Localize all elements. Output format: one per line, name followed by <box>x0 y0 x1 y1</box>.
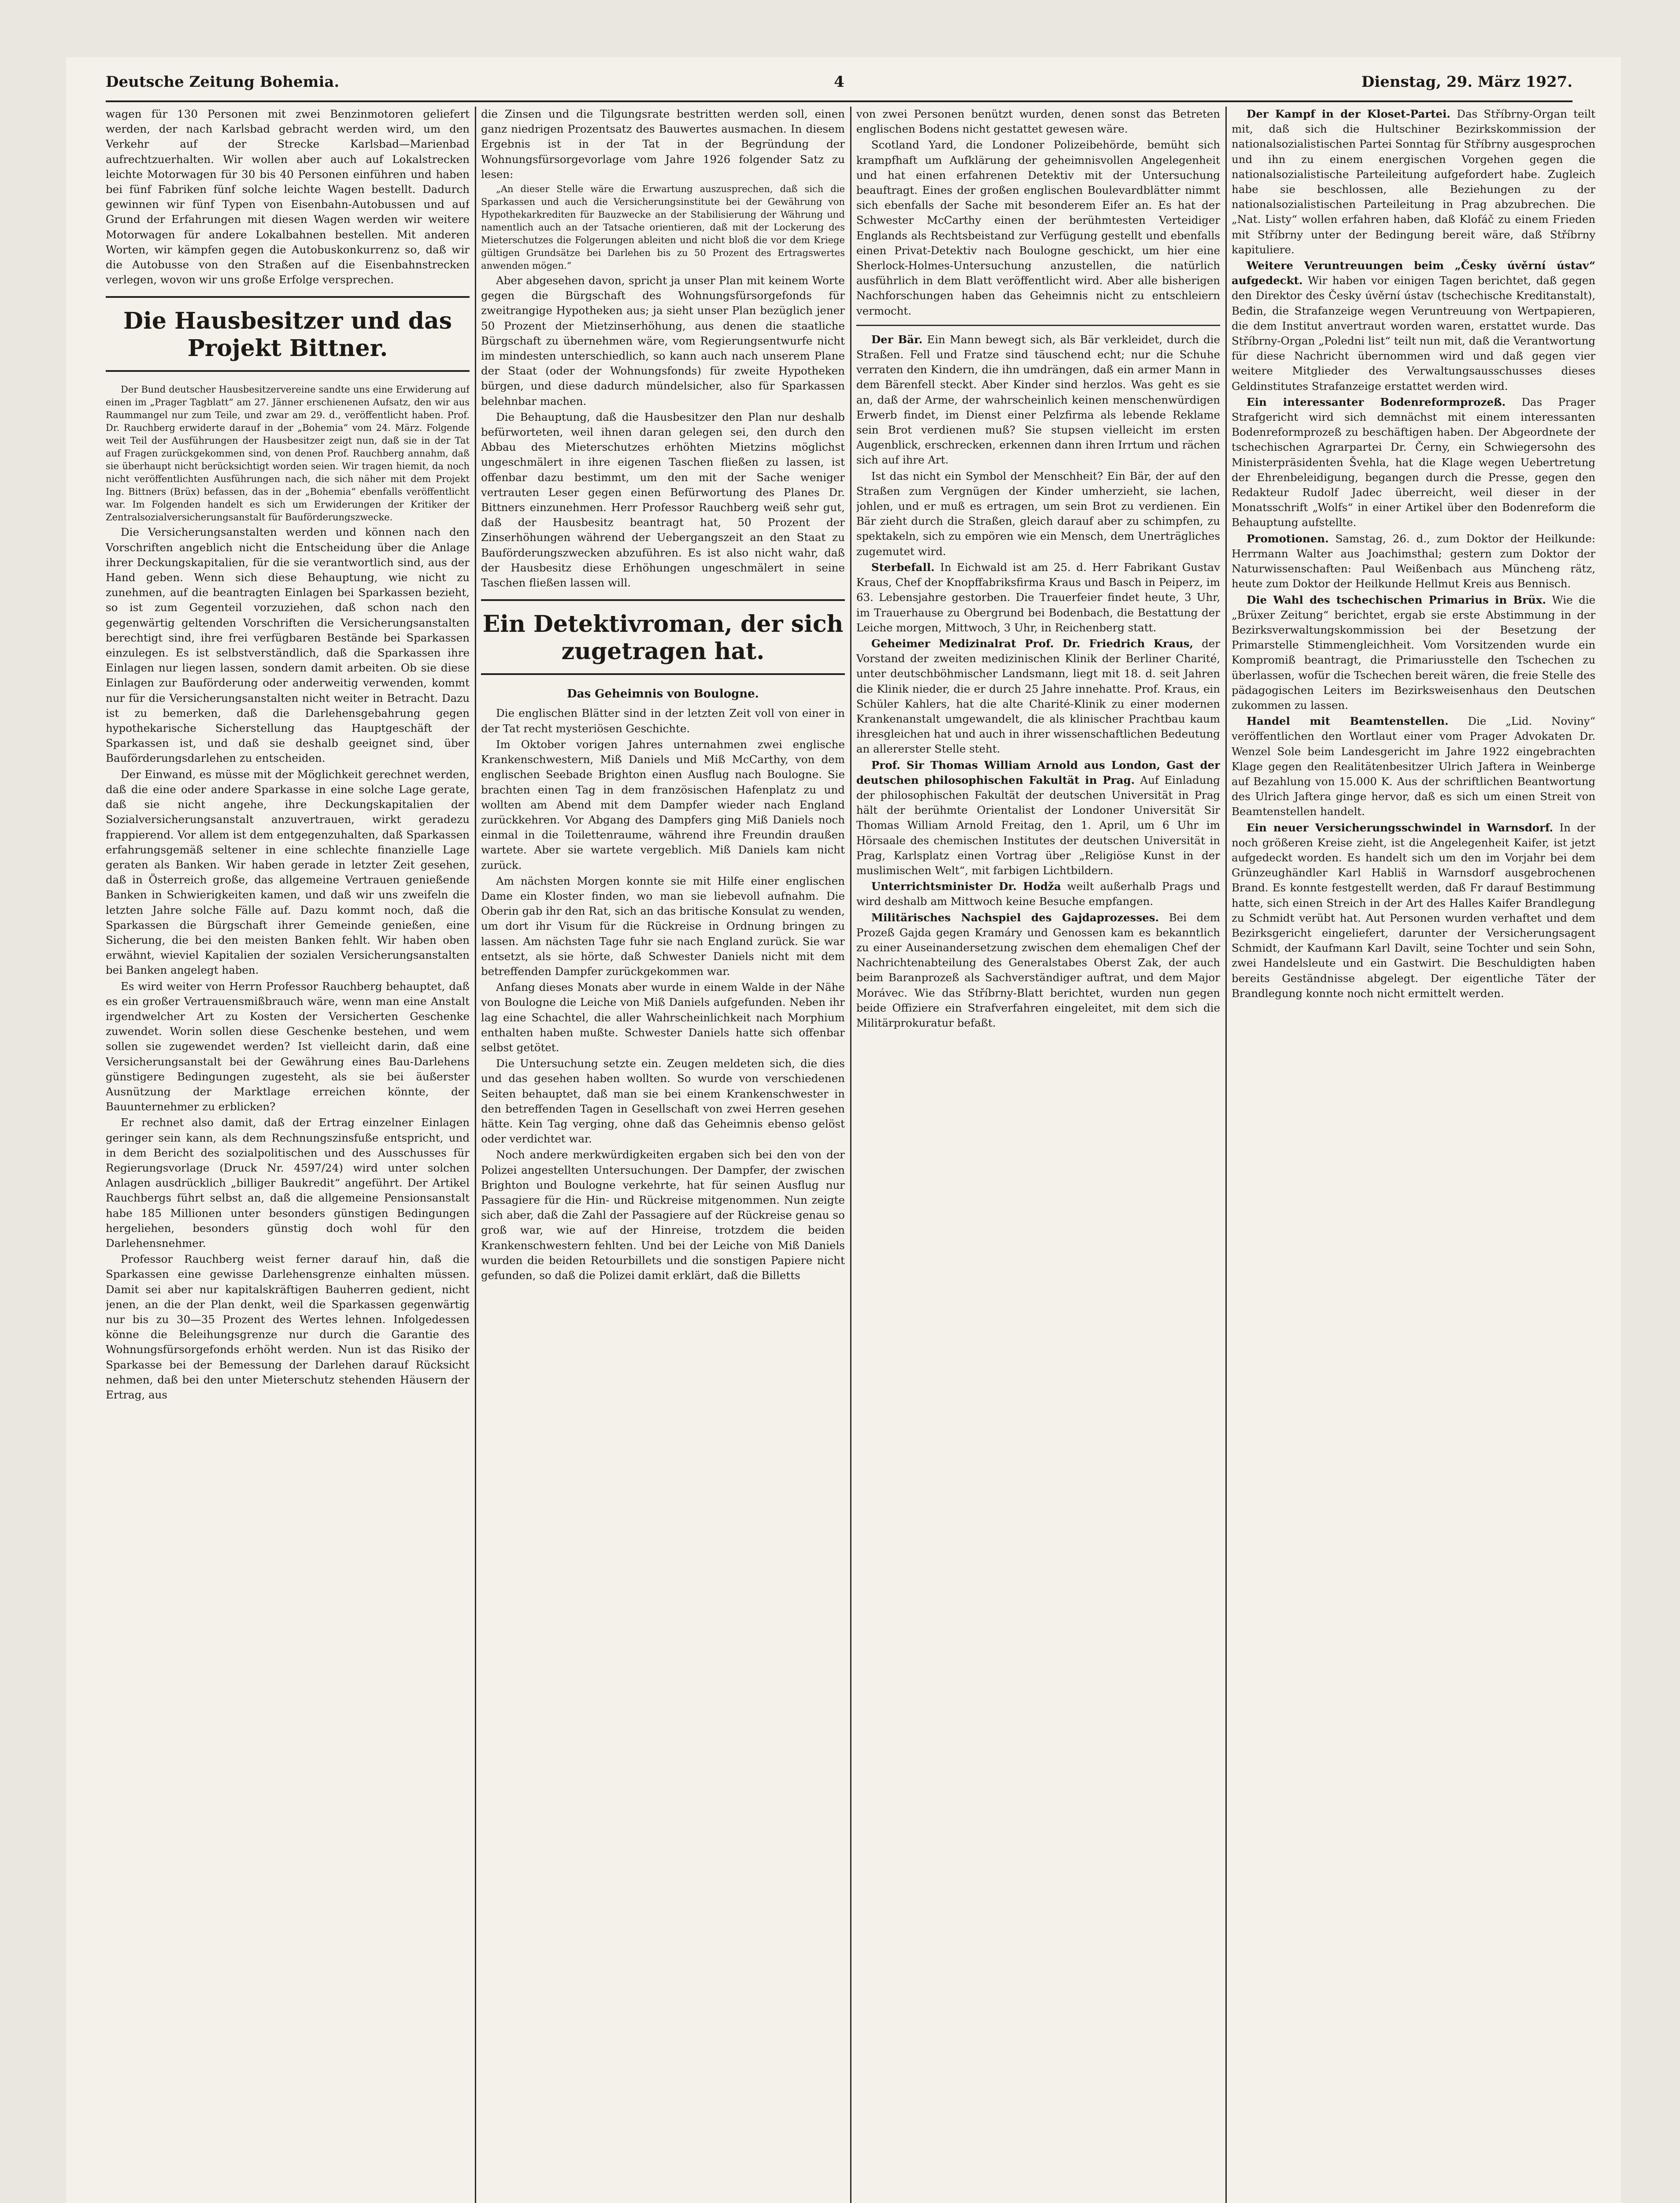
headline-bodenreform: Ein interessanter Bodenreformprozeß. <box>1247 395 1506 408</box>
article-paragraph: Im Oktober vorigen Jahres unternahmen zwei englische Krankenschwestern, Miß Daniels und Miß McCarthy, von dem englischen Seebade Brighton einen Ausflug nach Boulogne. Sie brachten einen Tag in dem französischen Hafenplatz zu und wollten am Abend mit dem Dampfer wieder nach England zurückkehren. Vor Abgang des Dampfers ging Miß Daniels noch einmal in die Toilettenraume, während ihre Freundin draußen wartete. Aber sie wartete vergeblich. Miß Daniels kam nicht zurück. <box>481 738 845 872</box>
article-paragraph: Der Einwand, es müsse mit der Möglichkeit gerechnet werden, daß die eine oder andere Sparkasse in eine solche Lage gerate, daß sie nicht angehe, ihre Deckungskapitalien der Sozialversicherungsanstalt anzuvertrauen, wirkt geradezu frappierend. Vor allem ist dem entgegenzuhalten, daß Sparkassen erfahrungsgemäß seltener in eine schlechte finanzielle Lage geraten als Banken. Wir haben gerade in letzter Zeit gesehen, daß in Österreich große, das allgemeine Vertrauen genießende Banken in Schwierigkeiten kamen, und daß wir uns zweifeln die letzten Jahre solche Fälle auf. Dazu kommt noch, daß die Sparkassen die Bürgschaft ihrer Gemeinde genießen, eine Sicherung, die bei den meisten Banken fehlt. Wir haben oben erwähnt, wieviel Kapitalien der sozialen Versicherungsanstalten bei Banken angelegt haben. <box>106 768 470 977</box>
article-text: Bei dem Prozeß Gajda gegen Kramáry und Genossen kam es bekanntlich zu einer Auseinandersetzung zwischen dem ehemaligen Chef der Nachrichtenabteilung des Generalstabes Oberst Zak, der auch beim Baranprozeß als Sachverständiger auftrat, und dem Major Morávec. Wie das Stříbrny-Blatt berichtet, wurden nun gegen beide Offiziere ein Strafverfahren eingeleitet, mit dem sich die Militärprokuratur befaßt. <box>856 911 1220 1029</box>
column-2 <box>481 107 845 2203</box>
article-paragraph: von zwei Personen benützt wurden, denen sonst das Betreten englischen Bodens nicht gestattet gewesen wäre. <box>856 108 1220 136</box>
article-text: In Eichwald ist am 25. d. Herr Fabrikant Gustav Kraus, Chef der Knopffabriksfirma Kraus und Basch in Peiperz, im 63. Lebensjahre gestorben. Die Trauerfeier findet heute, 3 Uhr, im Trauerhause zu Obergrund bei Bodenbach, die Bestattung der Leiche morgen, Mittwoch, 3 Uhr, in Reichenberg statt. <box>856 560 1220 634</box>
article-text: Wir haben vor einigen Tagen berichtet, daß gegen den Direktor des Česky úvěrní ústav (tschechische Kreditanstalt), Beđin, die Strafanzeige wegen Veruntreuung von Wertpapieren, die dem Institut anvertraut worden waren, erstattet wurde. Das Stříbrny-Organ „Poledni list“ teilt nun mit, daß die Verantwortung für diese Nachricht übernommen wird und daß gegen vier weitere Mitglieder des Verwaltungsausschusses dieses Geldinstitutes Strafanzeige erstattet werden wird. <box>1232 274 1595 393</box>
article-text: Samstag, 26. d., zum Doktor der Heilkunde: Herrmann Walter aus Joachimsthal; gestern zum Doktor der Naturwissenschaften: Paul Weißenbach aus Müncheng rätz, heute zum Doktor der Heilkunde Hellmut Kreis aus Bennisch. <box>1232 532 1595 590</box>
article-text: der Vorstand der zweiten medizinischen Klinik der Berliner Charité, unter deutschböhmischer Landsmann, liegt mit 18. d. seit Jahren die Klinik nieder, die er durch 25 Jahre innehatte. Prof. Kraus, ein Schüler Kahlers, hat die alte Charité-Klinik zu einer modernen Krankenanstalt umgewandelt, die als klinischer Prachtbau kaum ihresgleichen hat und auch in ihrer wissenschaftlichen Bedeutung an allererster Stelle steht. <box>856 637 1220 756</box>
article-paragraph: Aber abgesehen davon, spricht ja unser Plan mit keinem Worte gegen die Bürgschaft des Wohnungsfürsorgefonds für zweitrangige Hypotheken aus; ja sieht unser Plan bezüglich jener 50 Prozent der Mietzinserhöhung, aus denen die staatliche Bürgschaft zu übernehmen wäre, vom Regierungsentwurfe nicht im mindesten unterschiedlich, so kann auch nach unserem Plane der Staat (oder der Wohnungsfonds) für zweite Hypotheken bürgen, und diese dadurch mündelsicher, also für Sparkassen belehnbar machen. <box>481 274 845 408</box>
headline-sterbefall: Sterbefall. <box>871 560 935 574</box>
article-paragraph: Die Versicherungsanstalten werden und können nach den Vorschriften angeblich nicht die Entscheidung über die Anlage ihrer Deckungskapitalien, für die sie verantwortlich sind, aus der Hand geben. Wenn sich diese Behauptung, wie nicht zu zunehmen, auf die beantragten Einlagen bei Sparkassen bezieht, so ist zum Gegenteil vorzuziehen, daß schon nach den gegenwärtig geltenden Vorschriften die Versicherungsanstalten berechtigt sind, ihre frei verfügbaren Bestände bei Sparkassen einzulegen. Es ist selbstverständlich, daß die Sparkassen ihre Einlagen nur liegen lassen, sondern damit arbeiten. Ob sie diese Einlagen zur Bauförderung oder anderweitig verwenden, kommt nur für die Versicherungsanstalten nicht weiter in Betracht. Dazu ist zu bemerken, daß die Darlehensgebahrung gegen hypothekarische Sicherstellung das Hauptgeschäft der Sparkassen ist, und daß sie deshalb geeignet sind, über Bauförderungsdarlehen zu entscheiden. <box>106 526 470 765</box>
section-separator <box>856 325 1220 326</box>
column-divider <box>475 107 476 2203</box>
article-text: Ein Mann bewegt sich, als Bär verkleidet, durch die Straßen. Fell und Fratze sind täuschend echt; nur die Schuhe verraten den Kindern, die ihn umdrängen, daß ein armer Mann in dem Bärenfell steckt. Aber Kinder sind herzlos. Was geht es sie an, daß der Arme, der wahrscheinlich keinen menschenwürdigen Erwerb findet, im Dienst einer Pelzfirma als lebende Reklame sein Brot verdienen muß? Sie stupsen vielleicht im ersten Augenblick, erschrecken, erkennen dann ihren Irrtum und rächen sich auf ihre Art. <box>856 333 1220 467</box>
headline-gajda: Militärisches Nachspiel des Gajdaprozesses. <box>871 911 1159 924</box>
headline-bruex: Die Wahl des tschechischen Primarius in Brüx. <box>1247 593 1546 606</box>
article-paragraph: Professor Rauchberg weist ferner darauf hin, daß die Sparkassen eine gewisse Darlehensgrenze einhalten müssen. Damit sei aber nur kapitalskräftigen Bauherren gedient, nicht jenen, an die der Plan denkt, weil die Sparkassen gegenwärtig nur bis zu 30—35 Prozent des Wertes lehnen. Infolgedessen könne die Beleihungsgrenze nur durch die Garantie des Wohnungsfürsorgefonds erhöht werden. Nun ist das Risiko der Sparkasse bei der Bemessung der Darlehen darauf Rücksicht nehmen, daß bei den unter Mieterschutz stehenden Häusern der Ertrag, aus <box>106 1253 470 1402</box>
column-1 <box>106 107 470 2203</box>
article-paragraph: Die Untersuchung setzte ein. Zeugen meldeten sich, die dies und das gesehen haben wollten. So wurde von verschiedenen Seiten behauptet, daß man sie bei einem Krankenschwester in den betreffenden Tagen in Gesellschaft von zwei Herren gesehen hätte. Kein Tag verging, ohne daß das Geheimnis ebenso gelöst oder verdichtet war. <box>481 1057 845 1146</box>
article-paragraph: Er rechnet also damit, daß der Ertrag einzelner Einlagen geringer sein kann, als dem Rechnungszinsfuße entspricht, und in dem Bericht des sozialpolitischen und des Ausschusses für Regierungsvorlage (Druck Nr. 4597/24) wird unter solchen Anlagen ausdrücklich „billiger Baukredit“ angeführt. Der Artikel Rauchbergs führt selbst an, daß die allgemeine Pensionsanstalt habe 185 Millionen unter besonders günstigen Bedingungen hergeliehen, besonders günstig doch wohl für den Darlehensnehmer. <box>106 1116 470 1250</box>
article-paragraph: Scotland Yard, die Londoner Polizeibehörde, bemüht sich krampfhaft um Aufklärung der geheimnisvollen Angelegenheit und hat einen erfahrenen Detektiv mit der Untersuchung beauftragt. Eines der großen englischen Boulevardblätter nimmt sich ebenfalls der Sache mit besonderem Eifer an. Es hat der Schwester McCarthy einen der berühmtesten Verteidiger Englands als Rechtsbeistand zur Verfügung gestellt und ebenfalls einen Privat-Detektiv nach Boulogne geschickt, um hier eine Sherlock-Holmes-Untersuchung anzustellen, die natürlich ausführlich in dem Blatt veröffentlicht wird. Aber alle bisherigen Nachforschungen haben das Geheimnis nicht zu entschleiern vermocht. <box>856 138 1220 317</box>
headline-promotionen: Promotionen. <box>1247 532 1329 545</box>
column-4 <box>1232 107 1595 2203</box>
page-number: 4 <box>834 73 844 91</box>
article-text: In der noch größeren Kreise zieht, ist die Angelegenheit Kaifer, ist jetzt aufgedeckt worden. Es handelt sich um den im Vorjahr bei dem Grünzeughändler Karl Habliš in Warnsdorf ausgebrochenen Brand. Es konnte festgestellt werden, daß Fr darauf Bestimmung hatte, sich einen Streich in der Art des Halles Kaifer Brandlegung zu Schmidt verübt hat. Aut Personen wurden verhaftet und dem Bezirksgericht eingeliefert, darunter der Versicherungsagent Schmidt, der Kaufmann Karl Davilt, seine Tochter und sein Sohn, zwei Handelsleute und ein Gastwirt. Die Beschuldigten haben bereits Geständnisse abgelegt. Der eigentliche Täter der Brandlegung konnte noch nicht ermittelt werden. <box>1232 821 1595 1000</box>
page-header <box>106 67 1573 98</box>
header-rule <box>106 100 1573 102</box>
newspaper-page <box>66 57 1621 2203</box>
article-text: Auf Einladung der philosophischen Fakultät der deutschen Universität in Prag hält der berühmte Orientalist der Londoner Universität Sir Thomas William Arnold Freitag, den 1. April, um 6 Uhr im Hörsaale des chemischen Institutes der deutschen Universität in Prag, Karlsplatz einen Vortrag über „Religiöse Kunst in der muslimischen Welt“, mit farbigen Lichtbildern. <box>856 773 1220 877</box>
article-paragraph: Es wird weiter von Herrn Professor Rauchberg behauptet, daß es ein großer Vertrauensmißbrauch wäre, wenn man eine Anstalt irgendwelcher Art zu Kosten der Versicherten Geschenke zuwendet. Worin sollen diese Geschenke bestehen, und wem sollen sie zugewendet werden? Ist vielleicht darin, daß eine Versicherungsanstalt bei der Gewährung eines Bau-Darlehens günstigere Bedingungen zugesteht, als sie bei äußerster Ausnützung der Marktlage erreichen könnte, der Bauunternehmer zu erblicken? <box>106 979 470 1113</box>
article-paragraph: Die Behauptung, daß die Hausbesitzer den Plan nur deshalb befürworteten, weil ihnen daran gelegen sei, den durch den Abbau des Mieterschutzes erhöhten Mietzins möglichst ungeschmälert in ihre eigenen Taschen fließen zu lassen, ist offenbar dazu bestimmt, um den mit der Sache weniger vertrauten Leser gegen einen Befürwortung des Planes Dr. Bittners einzunehmen. Herr Professor Rauchberg weiß sehr gut, daß der Hausbesitz beantragt hat, 50 Prozent der Zinserhöhungen während der Uebergangszeit an den Staat zu Bauförderungszwecken abzuführen. Es ist also nicht wahr, daß der Hausbesitz diese Erhöhungen ungeschmälert in seine Taschen fließen lassen will. <box>481 410 845 590</box>
headline-schwindel: Ein neuer Versicherungsschwindel in Warnsdorf. <box>1247 821 1554 834</box>
article-text: Das Stříbrny-Organ teilt mit, daß sich die Hultschiner Bezirkskommission der nationalsozialistischen Partei Sonntag für Stříbrny ausgesprochen und ihn zu einem energischen Vorgehen gegen die nationalsozialistische Parteileitung aufgefordert habe. Zugleich habe sie beschlossen, alle Beziehungen zu der nationalsozialistischen Parteileitung in Prag abzubrechen. Die „Nat. Listy“ wollen erfahren haben, daß Klofáč zu einem Frieden mit Stříbrny unter der Bedingung bereit wäre, daß Stříbrny kapituliere. <box>1232 108 1595 256</box>
headline-box <box>106 296 470 372</box>
column-divider <box>850 107 851 2203</box>
article-text: weilt außerhalb Prags und wird deshalb am Mittwoch keine Besuche empfangen. <box>856 880 1220 908</box>
columns <box>106 107 1595 2203</box>
article-paragraph: Anfang dieses Monats aber wurde in einem Walde in der Nähe von Boulogne die Leiche von Miß Daniels aufgefunden. Neben ihr lag eine Schachtel, die aller Wahrscheinlichkeit nach Morphium enthalten haben mußte. Schwester Daniels hatte sich offenbar selbst getötet. <box>481 981 845 1054</box>
headline-hodza: Unterrichtsminister Dr. Hodža <box>871 880 1061 893</box>
headline-baer: Der Bär. <box>871 333 923 346</box>
article-paragraph: Ist das nicht ein Symbol der Menschheit? Ein Bär, der auf den Straßen zum Vergnügen der Kinder umherzieht, sie lachen, johlen, und er muß es ertragen, um sein Brot zu verdienen. Ein Bär zieht durch die Straßen, gleich darauf aber zu schimpfen, zu spektakeln, sich zu empören wie ein Mensch, dem Unerträgliches zugemutet wird. <box>856 469 1220 558</box>
article-paragraph: Am nächsten Morgen konnte sie mit Hilfe einer englischen Dame ein Kloster finden, wo man sie liebevoll aufnahm. Die Oberin gab ihr den Rat, sich an das britische Konsulat zu wenden, um dort ihr Visum für die Rückreise in Ordnung bringen zu lassen. Am nächsten Tage fuhr sie nach England zurück. Sie war entsetzt, als sie hörte, daß Schwester Daniels nicht mit dem betreffenden Dampfer zurückgekommen war. <box>481 874 845 978</box>
headline-detektivroman: Ein Detektivroman, der sich zugetragen hat. <box>482 611 844 665</box>
article-paragraph: Die englischen Blätter sind in der letzten Zeit voll von einer in der Tat recht mysteriösen Geschichte. <box>481 707 845 735</box>
headline-box <box>481 599 845 675</box>
article-text: Die „Lid. Noviny“ veröffentlichen den Wortlaut einer vom Prager Advokaten Dr. Wenzel Sole beim Landesgericht im Jahre 1922 eingebrachten Klage gegen den Realitätenbesitzer Ulrich Jaftera in Weinberge auf Bezahlung von 15.000 K. Aus der schriftlichen Beantwortung des Ulrich Jaftera ginge hervor, daß es sich um einen Streit von Beamtenstellen handelt. <box>1232 715 1595 818</box>
article-paragraph: die Zinsen und die Tilgungsrate bestritten werden soll, einen ganz niedrigen Prozentsatz des Bauwertes ausmachen. In diesem Ergebnis ist in der Tat in der Begründung der Wohnungsfürsorgevorlage vom Jahre 1926 folgender Satz zu lesen: <box>481 108 845 181</box>
article-quote: „An dieser Stelle wäre die Erwartung auszusprechen, daß sich die Sparkassen und auch die Versicherungsinstitute bei der Gewährung von Hypothekarkrediten für Bauzwecke an der Stabilisierung der Währung und namentlich auch an der Tatsache orientieren, daß mit der Lockerung des Mieterschutzes die Folgerungen ableiten und nicht bloß die vor dem Kriege gültigen Grundsätze bei Darlehen bis zu 50 Prozent des Ertragswertes anwenden mögen.“ <box>481 184 845 271</box>
article-paragraph: Noch andere merkwürdigkeiten ergaben sich bei den von der Polizei angestellten Untersuchungen. Der Dampfer, der zwischen Brighton und Boulogne verkehrte, hat für seinen Ausflug nur Passagiere für die Hin- und Rückreise mitgenommen. Nun zeigte sich aber, daß die Zahl der Passagiere auf der Rückreise genau so groß war, wie auf der Hinreise, trotzdem die beiden Krankenschwestern fehlten. Und bei der Leiche von Miß Daniels wurden die beiden Retourbillets und die sonstigen Papiere nicht gefunden, so daß die Polizei damit erklärt, daß die Billetts <box>481 1148 845 1282</box>
column-3 <box>856 107 1220 2203</box>
article-text: Wie die „Brüxer Zeitung“ berichtet, ergab sie erste Abstimmung in der Bezirksverwaltungskommission bei der Besetzung der Primarstelle Stimmengleichheit. Vom Vorsitzenden wurde ein Kompromiß beantragt, die Primariusstelle den Tschechen zu überlassen, wofür die Tschechen bereit wären, die freie Stelle des pädagogischen Leiters im Bezirksweisenhaus den Deutschen zukommen zu lassen. <box>1232 593 1595 712</box>
headline-kampf: Der Kampf in der Kloset-Partei. <box>1247 108 1451 120</box>
column-divider <box>1225 107 1227 2203</box>
headline-hausbesitzer: Die Hausbesitzer und das Projekt Bittner. <box>123 308 452 362</box>
headline-veruntreuungen: Weitere Veruntreuungen beim „Česky úvěrní ústav“ aufgedeckt. <box>1232 259 1595 287</box>
headline-arnold: Prof. Sir Thomas William Arnold aus London, Gast der deutschen philosophischen Fakultät in Prag. <box>856 758 1220 786</box>
issue-date: Dienstag, 29. März 1927. <box>1361 73 1573 91</box>
article-text: Das Prager Strafgericht wird sich demnächst mit einem interessanten Bodenreformprozeß zu beschäftigen haben. Der Abgeordnete der tschechischen Agrarpartei Dr. Černy, ein Schwiegersohn des Ministerpräsidenten Švehla, hat die Klage wegen Uebertretung der Ehrenbeleidigung, begangen durch die Presse, gegen den Redakteur Rudolf Jadec überreicht, weil dieser in der Monatsschrift „Wolfs“ in einer Artikel über den Bodenreform die Behauptung aufstellte. <box>1232 395 1595 529</box>
headline-kraus: Geheimer Medizinalrat Prof. Dr. Friedrich Kraus, <box>871 637 1194 650</box>
paper-name: Deutsche Zeitung Bohemia. <box>106 73 340 91</box>
article-continuation: wagen für 130 Personen mit zwei Benzinmotoren geliefert werden, der nach Karlsbad gebracht werden wird, um den Verkehr auf der Strecke Karlsbad—Marienbad aufrechtzuerhalten. Wir wollen aber auch auf Lokalstrecken leichte Motorwagen für 30 bis 40 Personen einführen und haben bei fünf Fabriken fünf solche leichte Wagen bestellt. Dadurch gewinnen wir fünf Typen von Eisenbahn-Autobussen und auf Grund der Erfahrungen mit diesen Wagen werden wir weitere Motorwagen für andere Lokalbahnen bestellen. Mit anderen Worten, wir kämpfen gegen die Autobuskonkurrenz so, daß wir die Autobusse von den Straßen auf die Eisenbahnstrecken verlegen, wovon wir uns große Erfolge versprechen. <box>106 108 470 286</box>
headline-handel: Handel mit Beamtenstellen. <box>1247 715 1449 728</box>
article-subhead: Das Geheimnis von Boulogne. <box>567 687 759 701</box>
article-lead: Der Bund deutscher Hausbesitzervereine sandte uns eine Erwiderung auf einen im „Prager Tagblatt“ am 27. Jänner erschienenen Aufsatz, den wir aus Raummangel nur zum Teile, und zwar am 29. d., veröffentlicht haben. Prof. Dr. Rauchberg erwiderte darauf in der „Bohemia“ vom 24. März. Folgende weit Teil der Ausführungen der Hausbesitzer zeigt nun, daß sie in der Tat auf Fragen zurückgekommen sind, von denen Prof. Rauchberg annahm, daß sie überhaupt nicht berücksichtigt worden seien. Wir tragen hiemit, da noch nicht veröffentlichten Ausführungen nach, die sich näher mit dem Projekt Ing. Bittners (Brüx) befassen, das in der „Bohemia“ ebenfalls veröffentlicht war. Im Folgenden handelt es sich um Erwiderungen der Kritiker der Zentralsozialversicherungsanstalt für Bauförderungszwecke. <box>106 384 470 523</box>
